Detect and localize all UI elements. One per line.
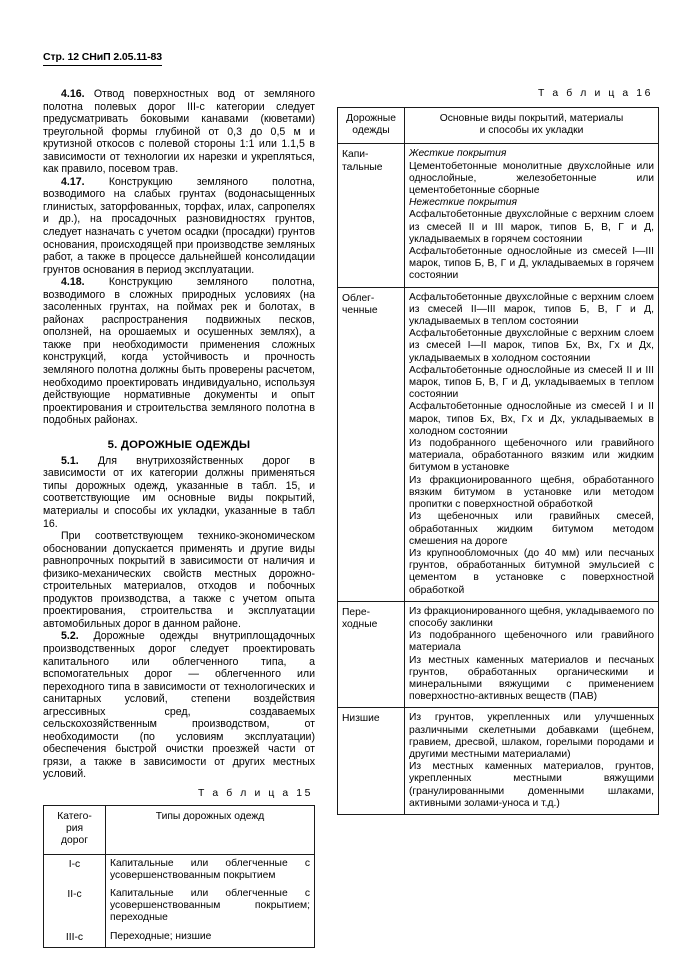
table-16-head [338, 108, 659, 144]
paragraph-4-18 [43, 276, 315, 427]
paragraph-text: Конструкцию земляного полотна, возводимого на слабых грунтах (водонасыщенных глинистых, заторфованных, торфах, илах, сапропелях и др.), на просадочных разновидностях грунтов, следует назначать с учетом осадки (просадки) грунтов основания, происходящей при производстве земляных работ, а также в процессе дальнейшей консолидации грунтов основания в период эксплуатации. [43, 175, 315, 276]
list-item: Асфальтобетонные однослойные из смесей II и III марок, типов Б, В, Г и Д, укладываемых в теплом состоянии [409, 364, 654, 401]
row-type: Капитальные или облегченные с усовершенствованным покрытием; переходные [106, 885, 315, 928]
paragraph-number: 4.17. [61, 175, 85, 188]
row-category: I-с [44, 854, 106, 885]
paragraph-5-1 [43, 455, 315, 530]
row-items [405, 144, 659, 287]
table-15-caption: Т а б л и ц а 15 [197, 787, 313, 799]
row-items [405, 601, 659, 708]
list-item: Жесткие покрытия [409, 148, 507, 160]
paragraph-number: 5.2. [61, 630, 79, 643]
paragraph-4-17 [43, 176, 315, 276]
paragraph-4-16 [43, 88, 315, 176]
list-item: Из местных каменных материалов, грунтов, укрепленных местными вяжущими (гранулированными доменными шлаками, активными золами-уноса и т.д.) [409, 761, 654, 809]
table-15-header-types: Типы дорожных одежд [106, 805, 315, 854]
paragraph-text: Отвод поверхностных вод от земляного полотна полевых дорог III-с категории следует предусматривать боковыми канавами (кюветами) треугольной формы глубиной от 0,3 до 0,5 м и крутизной откосов с полевой стороны 1:1 или 1.1,5 в зависимости от технологии их нарезки и укрепляться, как правило, посевом трав. [43, 88, 315, 176]
table-15-header-category [44, 805, 106, 854]
paragraph-5-1-continued [43, 530, 315, 630]
row-type: Капитальные или облегченные с усовершенствованным покрытием [106, 854, 315, 885]
header-line: и способы их укладки [479, 125, 584, 137]
list-item: Асфальтобетонные двухслойные с верхним слоем из смесей I—II марок, типов Бх, Вх, Гх и Дх, укладываемых в холодном состоянии [409, 328, 654, 364]
group-line: Низшие [342, 713, 380, 725]
section-heading-5: 5. ДОРОЖНЫЕ ОДЕЖДЫ [107, 438, 251, 451]
header-line: Основные виды покрытий, материалы [439, 113, 624, 124]
list-item: Из фракционированного щебня, укладываемого по способу заклинки [409, 605, 654, 629]
left-text-column [43, 88, 315, 948]
group-line: Капи- [342, 149, 369, 161]
header-line: дорог [61, 835, 88, 847]
header-line: Катего- [57, 810, 92, 822]
table-15-body [44, 854, 315, 947]
list-item: Из фракционированного щебня, обработанного вязким битумом в установке или методом пропитки с поверхностной обработкой [409, 474, 654, 511]
table-16-body [338, 144, 659, 815]
header-line: рия [65, 823, 84, 835]
row-group-label [338, 601, 405, 708]
paragraph-text: Для внутрихозяйственных дорог в зависимости от их категории должны применяться типы дорожных одежд, указанные в табл. 15, и соответствующие им основные виды покрытий, материалы и способы их укладки, указанные в табл 16. [43, 454, 315, 530]
list-item: Из грунтов, укрепленных или улучшенных различными скелетными добавками (щебнем, гравием, дресвой, шлаком, горелыми породами и другими местными материалами) [409, 712, 654, 760]
row-items [405, 708, 659, 815]
row-group-label [338, 144, 405, 287]
table-row [44, 854, 315, 885]
header-line: одежды [352, 125, 390, 137]
row-category: III-с [44, 928, 106, 948]
list-item: Асфальтобетонные двухслойные с верхним слоем из смесей II и III марок, типов Б, В, Г и Д, укладываемых в горячем состоянии [409, 209, 654, 245]
right-table-column [337, 88, 659, 815]
list-item: Из крупнообломочных (до 40 мм) или песчаных грунтов, обработанных битумной эмульсией с цементом в установке с поверхностной обработкой [409, 547, 654, 596]
table-row-perehodnye [338, 601, 659, 708]
table-row-oblegchennye [338, 287, 659, 601]
paragraph-number: 5.1. [61, 454, 79, 467]
paragraph-number: 4.16. [61, 88, 85, 100]
table-15-head [44, 805, 315, 854]
row-type: Переходные; низшие [106, 928, 315, 948]
table-16-caption: Т а б л и ц а 16 [537, 88, 653, 99]
table-header-row [44, 805, 315, 854]
row-items [405, 287, 659, 601]
list-item: Асфальтобетонные однослойные из смесей I—III марок, типов Б, В, Г и Д, укладываемых в горячем состоянии [409, 246, 654, 282]
table-16 [337, 107, 659, 815]
list-item: Асфальтобетонные однослойные из смесей I и II марок, типов Бх, Вх, Гх и Дх, укладываемых в холодном состоянии [409, 401, 654, 437]
list-item: Из щебеночных или гравийных смесей, обработанных жидким битумом методом смешения на дороге [409, 511, 654, 547]
list-item: Из подобранного щебеночного или гравийного материала, обработанного вязким или жидким битумом в установке [409, 438, 654, 474]
list-item: Из подобранного щебеночного или гравийного материала [409, 630, 654, 654]
group-line: Пере- [342, 606, 371, 618]
table-16-header-coatings [405, 108, 659, 144]
list-item: Из местных каменных материалов и песчаных грунтов, обработанных органическими и минеральными вяжущими с применением поверхностно-активных веществ (ПАВ) [409, 654, 654, 703]
group-line: Облег- [342, 292, 375, 304]
table-15 [43, 805, 315, 948]
list-item: Цементобетонные монолитные двухслойные или однослойные, железобетонные или цементобетонные сборные [409, 160, 654, 197]
table-header-row [338, 108, 659, 144]
paragraph-text: Конструкцию земляного полотна, возводимого в сложных природных условиях (на засоленных грунтах, на поймах рек и болотах, в районах распространения подвижных песков, оползней, на орошаемых и осушенных землях), а также при необходимости применения сложных конструкций, когда устойчивость и прочность земляного полотна должны быть проверены расчетом, необходимо проектировать индивидуально, используя действующие нормативные документы и опыт проектирования и строительства земляного полотна в подобных районах. [43, 276, 315, 427]
table-row [44, 885, 315, 928]
paragraph-text: Дорожные одежды внутриплощадочных производственных дорог следует проектировать капитального или облегченного типа, а вспомогательных дорог — облегченного или переходного типа в зависимости от технологических и санитарных условий, степени воздействия агрессивных сред, создаваемых сельскохозяйственным производством, от необходимости (по условиям эксплуатации) обеспечения быстрой очистки проезжей части от грязи, а также в зависимости от других местных условий. [43, 630, 315, 781]
group-line: ходные [342, 619, 378, 631]
group-line: тальные [342, 161, 383, 173]
table-row-nizshie [338, 708, 659, 815]
row-category: II-с [44, 885, 106, 928]
page-header-label: Стр. 12 СНиП 2.05.11-83 [43, 51, 162, 66]
table-row [44, 928, 315, 948]
paragraph-5-2 [43, 630, 315, 781]
row-group-label [338, 287, 405, 601]
list-item: Нежесткие покрытия [409, 197, 518, 209]
row-group-label [338, 708, 405, 815]
header-line: Дорожные [346, 113, 396, 124]
table-row-kapitalnye [338, 144, 659, 287]
paragraph-number: 4.18. [61, 276, 85, 289]
table-16-header-pavement-type [338, 108, 405, 144]
group-line: ченные [342, 305, 378, 317]
paragraph-text: При соответствующем технико-экономическом обосновании допускается применять и другие виды равнопрочных покрытий в зависимости от наличия и физико-механических свойств местных дорожно-строительных материалов, отходов и побочных продуктов производства, а также с учетом опыта проектирования, строительства и эксплуатации автомобильных дорог в данном районе. [43, 530, 315, 630]
list-item: Асфальтобетонные двухслойные с верхним слоем из смесей II—III марок, типов Б, В, Г и Д, укладываемых в теплом состоянии [409, 291, 654, 328]
